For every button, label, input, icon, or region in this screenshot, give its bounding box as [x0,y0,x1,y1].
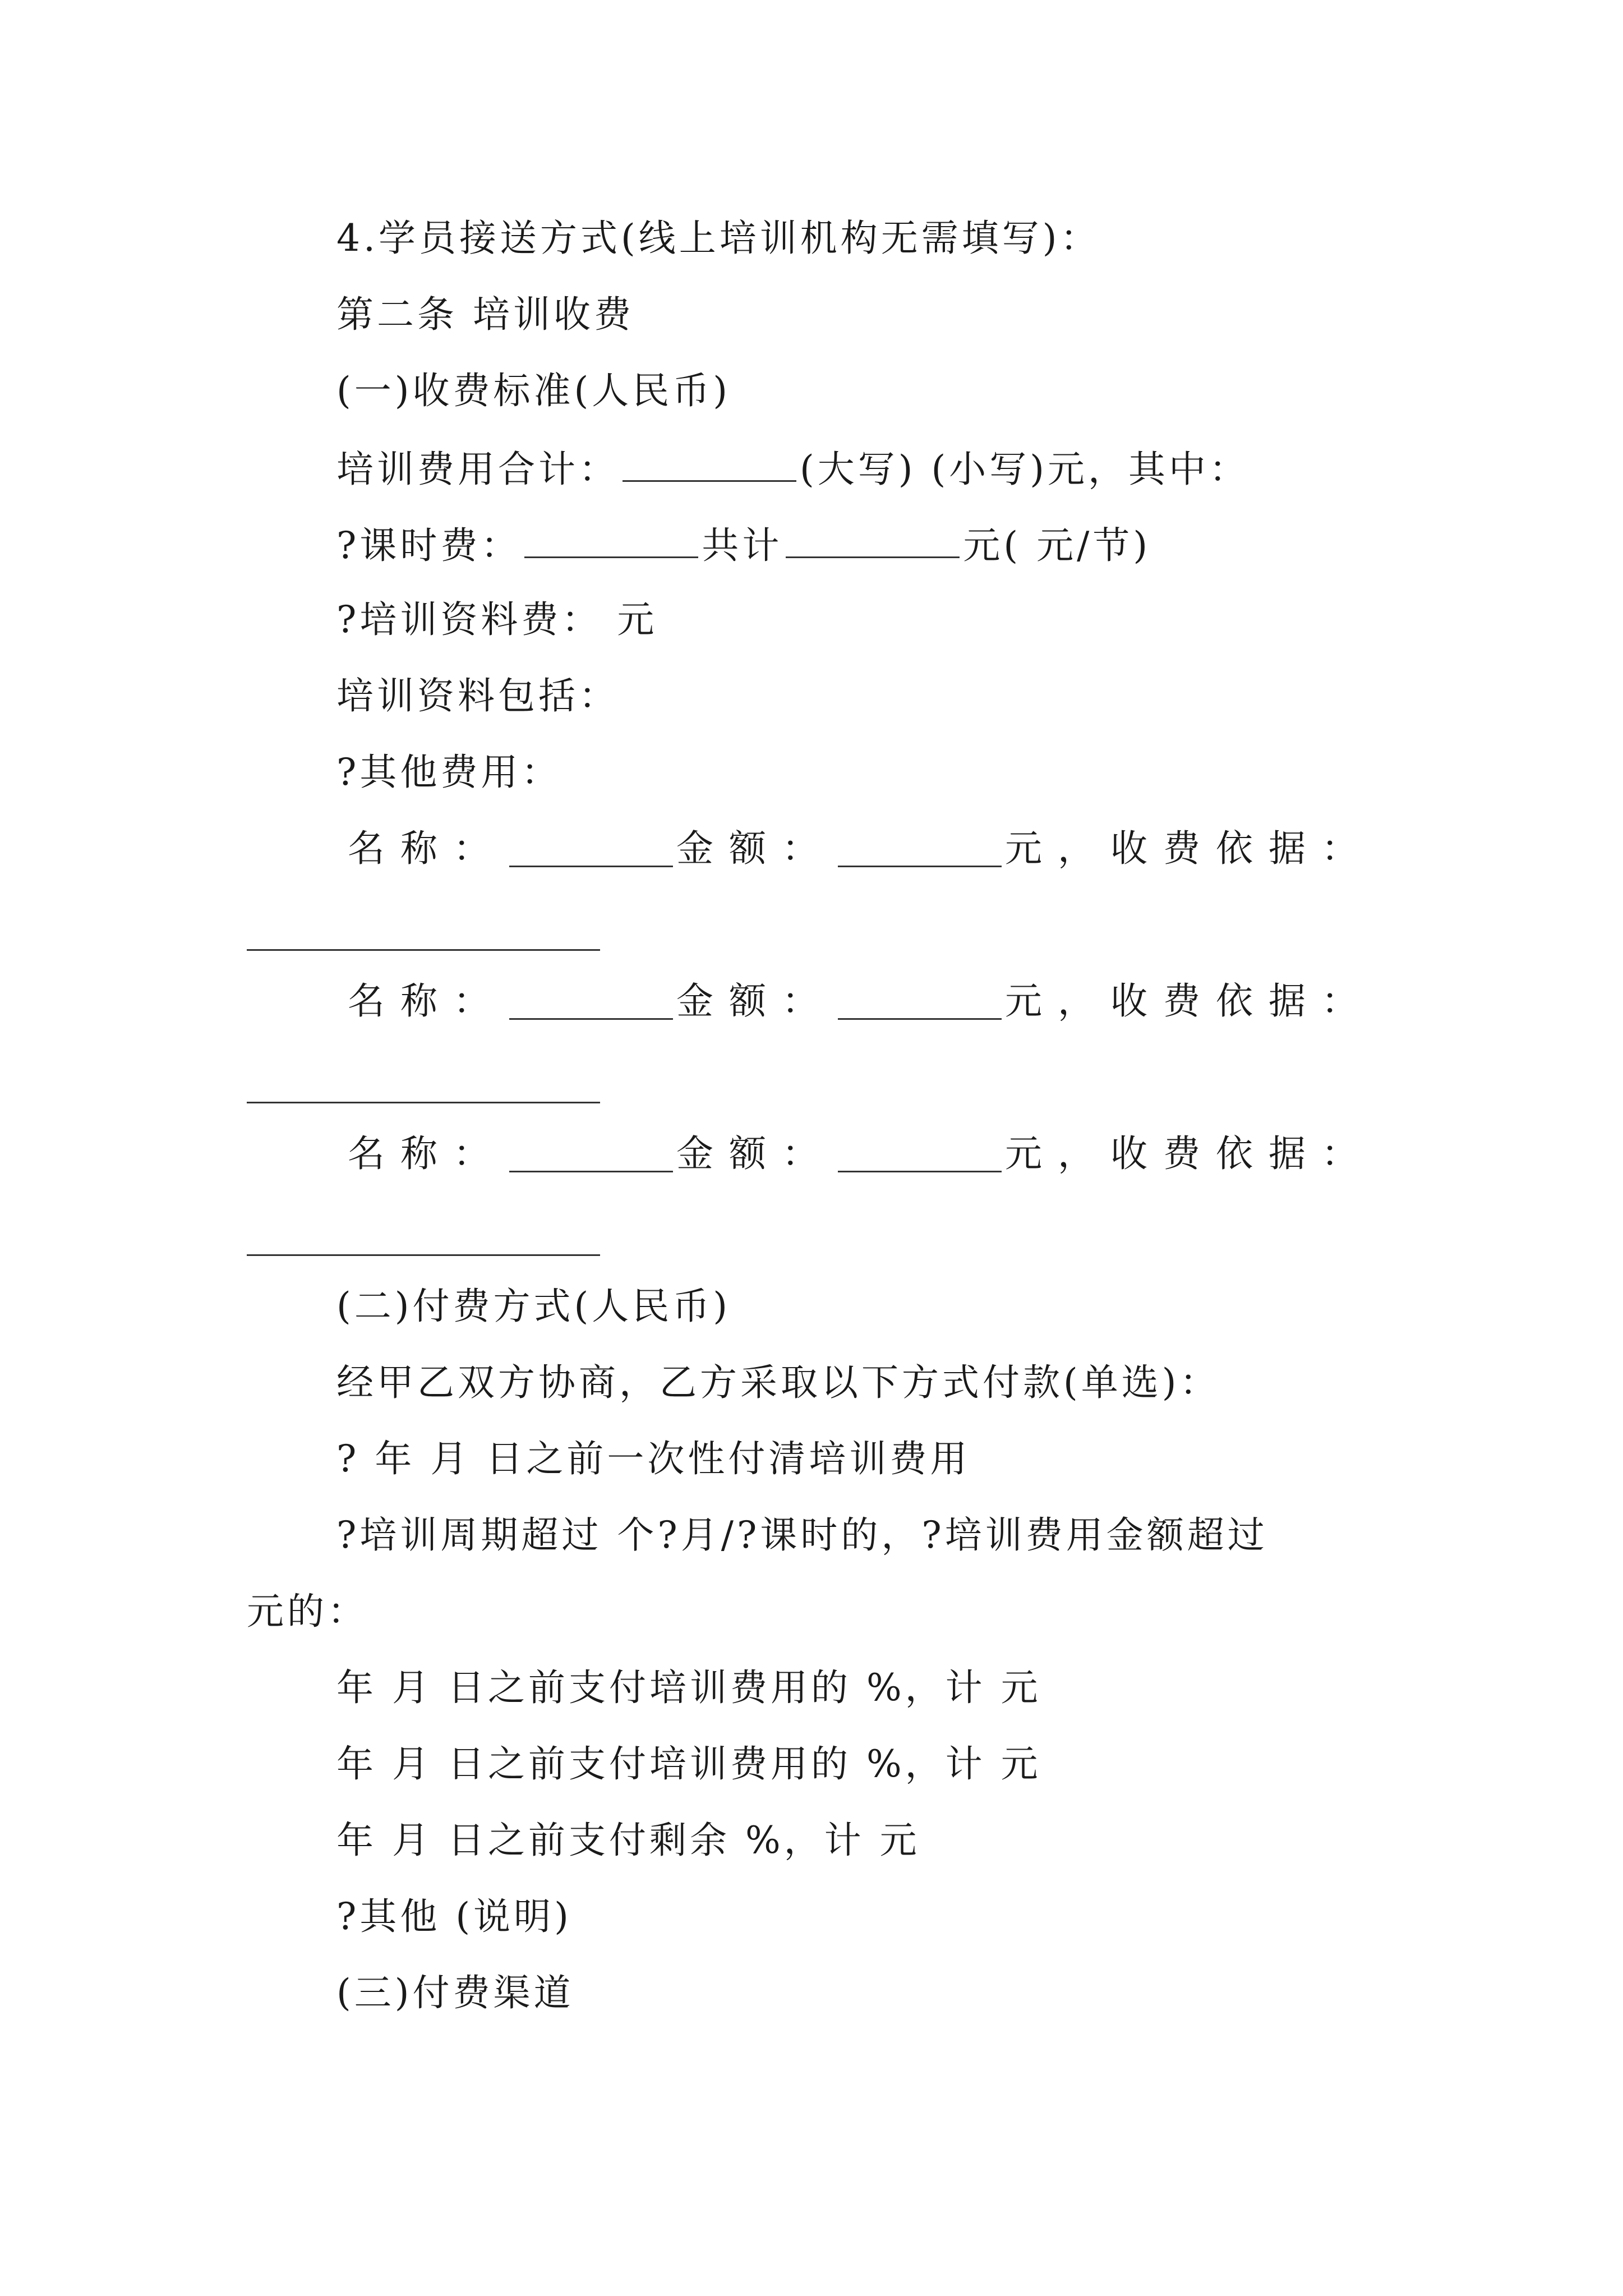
fee-basis-label: 元，收费依据： [1005,979,1374,1023]
installment-line-2: 年 月 日之前支付培训费用的 %，计 元 [336,1742,1041,1786]
fee-name-label: 名称： [348,979,506,1023]
fee-amount-blank[interactable] [838,1139,1002,1172]
payment-option-installment: ?培训周期超过 个?月/?课时的，?培训费用金额超过 [336,1513,1268,1557]
other-fee-row-3 [348,1132,1374,1175]
fee-name-blank[interactable] [509,834,673,867]
fee-basis-label: 元，收费依据： [1005,1132,1374,1175]
fee-basis-blank-2[interactable] [247,1101,600,1103]
fee-amount-label: 金额： [676,827,834,870]
installment-line-3: 年 月 日之前支付剩余 %，计 元 [336,1819,920,1862]
fee-basis-label: 元，收费依据： [1005,827,1374,870]
total-fee-line [336,448,1249,491]
payment-negotiation-line: 经甲乙双方协商，乙方采取以下方式付款(单选)： [336,1361,1220,1404]
fee-name-label: 名称： [348,1132,506,1175]
fee-name-blank[interactable] [509,1139,673,1172]
class-fee-label: ?课时费： [336,524,522,567]
total-fee-blank[interactable] [623,449,796,482]
material-fee-line: ?培训资料费： 元 [336,598,658,641]
class-fee-blank[interactable] [524,525,698,558]
material-content-line: 培训资料包括： [336,674,619,717]
fee-amount-label: 金额： [676,1132,834,1175]
class-fee-suffix: 元( 元/节) [963,524,1151,567]
fee-name-blank[interactable] [509,987,673,1020]
class-fee-total-label: 共计 [702,524,783,567]
class-fee-line [336,524,1151,567]
payment-option-other: ?其他 (说明) [336,1895,572,1938]
fee-basis-blank-1[interactable] [247,948,600,951]
class-fee-total-blank[interactable] [786,525,960,558]
total-fee-label: 培训费用合计： [336,448,619,491]
installment-line-1: 年 月 日之前支付培训费用的 %，计 元 [336,1666,1041,1709]
section-fee-standard-heading: (一)收费标准(人民币) [336,369,731,412]
payment-option-lump-sum: ? 年 月 日之前一次性付清培训费用 [336,1437,971,1480]
other-fee-row-2 [348,979,1374,1023]
section-payment-channel-heading: (三)付费渠道 [336,1971,574,2014]
total-fee-suffix: (大写) (小写)元，其中： [800,448,1249,491]
fee-amount-blank[interactable] [838,834,1002,867]
other-fee-line: ?其他费用： [336,751,562,794]
fee-amount-label: 金额： [676,979,834,1023]
clause-student-transport: 4.学员接送方式(线上培训机构无需填写)： [336,217,1101,260]
fee-name-label: 名称： [348,827,506,870]
other-fee-row-1 [348,827,1374,870]
payment-option-installment-cont: 元的： [247,1590,368,1633]
fee-basis-blank-3[interactable] [247,1253,600,1256]
section-payment-method-heading: (二)付费方式(人民币) [336,1285,731,1328]
fee-amount-blank[interactable] [838,987,1002,1020]
article-two-heading: 第二条 培训收费 [336,293,634,336]
